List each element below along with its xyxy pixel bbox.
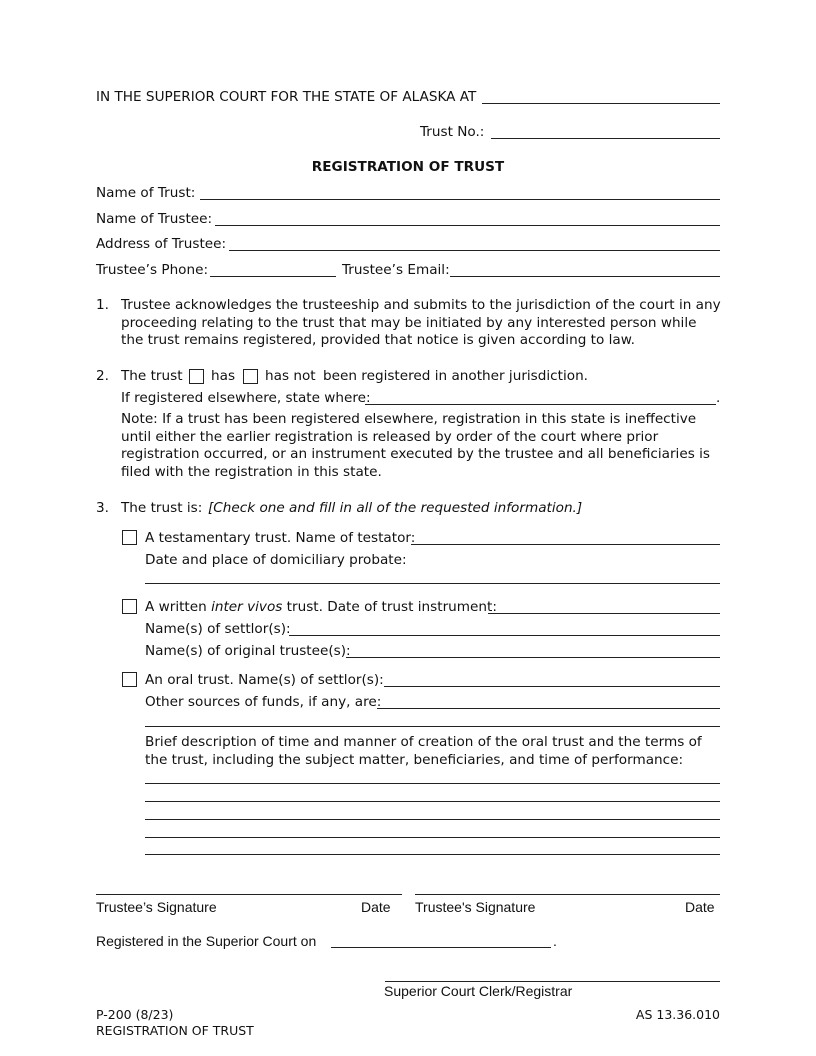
testator-name-field[interactable] [411, 544, 720, 545]
oral-trust-checkbox[interactable] [122, 672, 137, 687]
inter-vivos-label [145, 599, 497, 615]
name-of-trust-field[interactable] [200, 199, 720, 200]
form-number: P-200 (8/23) [96, 1007, 174, 1022]
item1-number: 1. [96, 297, 109, 313]
trustee-phone-label: Trustee’s Phone: [96, 262, 209, 278]
other-sources-field-2[interactable] [145, 726, 720, 727]
description-line-3[interactable] [145, 819, 720, 820]
page-title: REGISTRATION OF TRUST [311, 159, 505, 175]
item2-number: 2. [96, 368, 109, 384]
left-signature-label: Trustee’s Signature [96, 899, 217, 915]
has-not-checkbox[interactable] [243, 369, 258, 384]
oral-trust-label: An oral trust. Name(s) of settlor(s): [145, 672, 384, 688]
original-trustees-field[interactable] [346, 657, 720, 658]
item2-lead: The trust [121, 368, 183, 384]
trustee-email-label: Trustee’s Email: [342, 262, 450, 278]
original-trustees-label: Name(s) of original trustee(s): [145, 643, 351, 659]
item3-number: 3. [96, 500, 109, 516]
probate-label: Date and place of domiciliary probate: [145, 552, 407, 568]
item1-text: Trustee acknowledges the trusteeship and submits to the jurisdiction of the court in any proceeding relating to the trust that may be initiated by any interested person while the trust remains registered, provided that notice is given according to law. [121, 297, 721, 348]
registered-date-field[interactable] [331, 947, 551, 948]
testamentary-checkbox[interactable] [122, 530, 137, 545]
testamentary-label: A testamentary trust. Name of testator: [145, 530, 416, 546]
description-line-1[interactable] [145, 783, 720, 784]
clerk-label: Superior Court Clerk/Registrar [384, 983, 573, 999]
trust-instrument-date-field[interactable] [488, 613, 720, 614]
address-of-trustee-field[interactable] [229, 250, 720, 251]
has-checkbox[interactable] [189, 369, 204, 384]
item2-note: Note: If a trust has been registered elsewhere, registration in this state is ineffective until either the earlier registration is released by order of the court where prior registration occurred, or an instrument executed by the trustee and all beneficiaries is filed with the registration in this state. [121, 411, 710, 480]
clerk-signature-line[interactable] [385, 981, 720, 982]
inter-vivos-suffix: trust. Date of trust instrument: [286, 599, 497, 615]
registered-label: Registered in the Superior Court on [96, 933, 317, 949]
address-of-trustee-label: Address of Trustee: [96, 236, 227, 252]
has-not-label: has not [265, 368, 316, 384]
inter-vivos-italic: inter vivos [211, 599, 283, 615]
name-of-trust-label: Name of Trust: [96, 185, 196, 201]
court-location-field[interactable] [482, 103, 720, 104]
court-line-label: IN THE SUPERIOR COURT FOR THE STATE OF ALASKA AT [96, 89, 477, 105]
trustee-phone-field[interactable] [210, 276, 336, 277]
name-of-trustee-label: Name of Trustee: [96, 211, 213, 227]
oral-settlors-field[interactable] [384, 686, 720, 687]
registered-period: . [553, 933, 557, 949]
right-signature-line[interactable] [415, 894, 720, 895]
inter-vivos-prefix: A written [145, 599, 207, 615]
right-date-label: Date [685, 899, 715, 915]
description-line-4[interactable] [145, 837, 720, 838]
has-label: has [211, 368, 236, 384]
other-sources-label: Other sources of funds, if any, are: [145, 694, 382, 710]
trustee-email-field[interactable] [450, 276, 720, 277]
other-sources-field[interactable] [377, 708, 720, 709]
statute-reference: AS 13.36.010 [635, 1007, 720, 1022]
elsewhere-field[interactable] [365, 404, 716, 405]
description-line-2[interactable] [145, 801, 720, 802]
right-signature-label: Trustee's Signature [415, 899, 536, 915]
elsewhere-label: If registered elsewhere, state where: [121, 390, 371, 406]
oral-description-label: Brief description of time and manner of creation of the oral trust and the terms of the trust, including the subject matter, beneficiaries, and time of performance: [145, 734, 702, 768]
form-title-footer: REGISTRATION OF TRUST [96, 1023, 254, 1038]
left-signature-line[interactable] [96, 894, 402, 895]
settlors-field[interactable] [289, 635, 720, 636]
item3-lead: The trust is: [121, 500, 203, 516]
left-date-label: Date [361, 899, 391, 915]
elsewhere-period: . [716, 390, 721, 406]
name-of-trustee-field[interactable] [215, 225, 720, 226]
inter-vivos-checkbox[interactable] [122, 599, 137, 614]
description-line-5[interactable] [145, 854, 720, 855]
trust-no-field[interactable] [491, 138, 720, 139]
item2-tail: been registered in another jurisdiction. [323, 368, 589, 384]
probate-field[interactable] [145, 583, 720, 584]
settlors-label: Name(s) of settlor(s): [145, 621, 291, 637]
item3-instruction: [Check one and fill in all of the requested information.] [208, 500, 583, 516]
trust-no-label: Trust No.: [420, 124, 485, 140]
